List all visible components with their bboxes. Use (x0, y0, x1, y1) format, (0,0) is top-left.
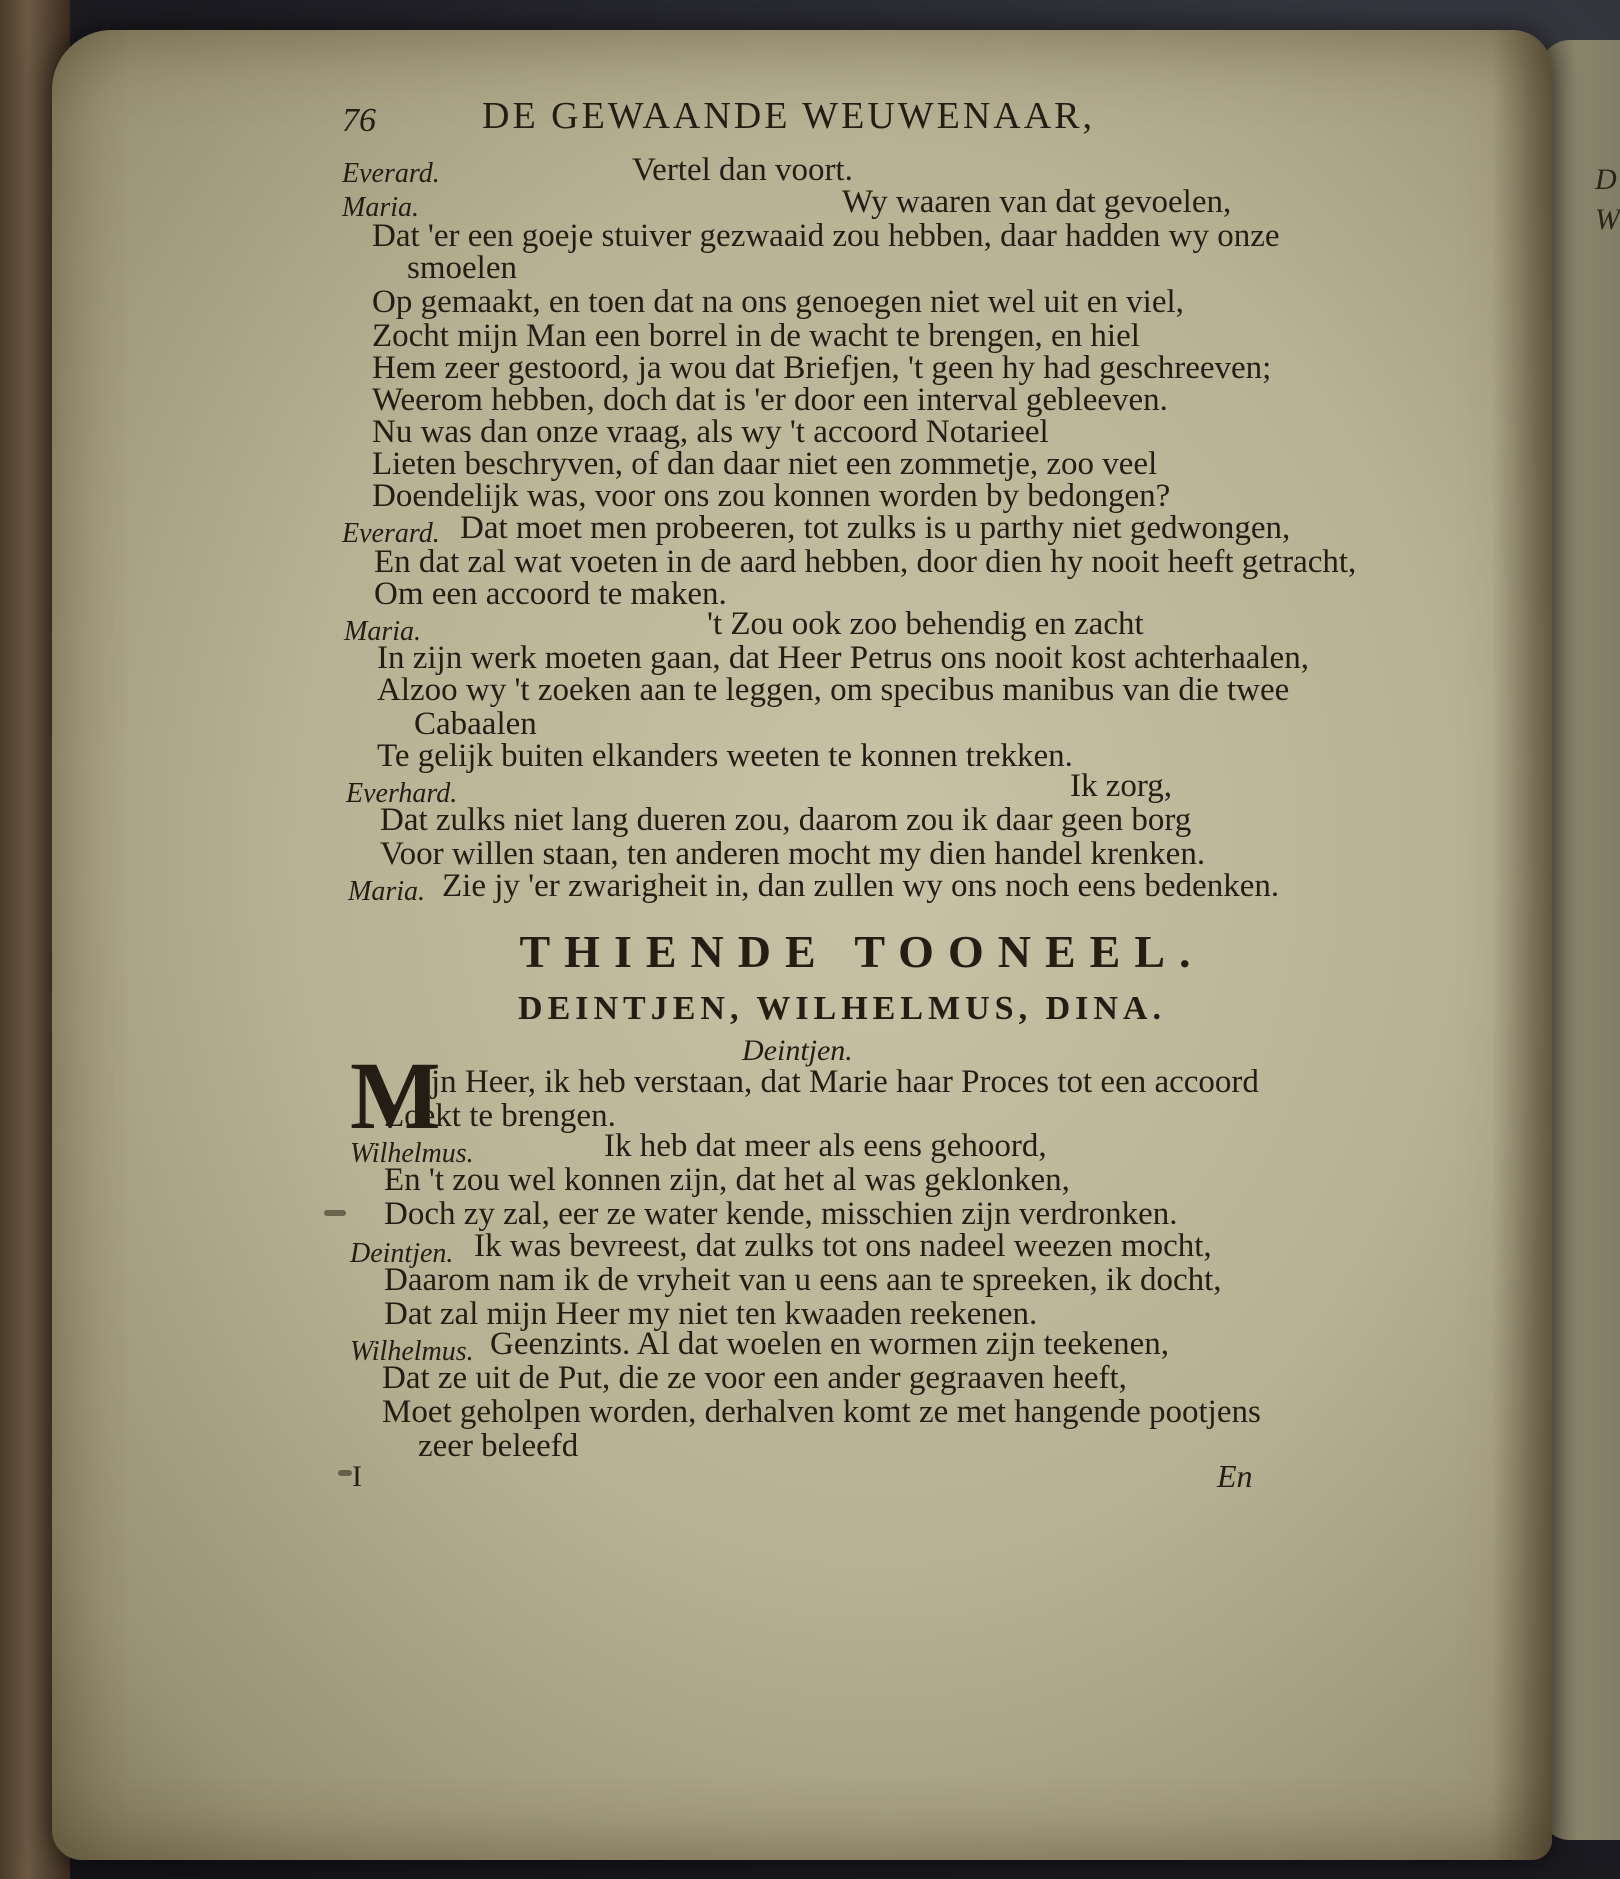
speaker-label: Maria. (342, 192, 419, 223)
verse-line: Ik zorg, (1070, 768, 1173, 804)
verse-line: Dat zulks niet lang dueren zou, daarom zou ik daar geen borg (380, 802, 1192, 838)
verse-line: smoelen (407, 250, 517, 286)
verse-line: Te gelijk buiten elkanders weeten te konnen trekken. (377, 738, 1073, 774)
verse-line: Weerom hebben, doch dat is 'er door een interval gebleeven. (372, 382, 1168, 418)
verse-line: Zocht mijn Man een borrel in de wacht te brengen, en hiel (372, 318, 1140, 354)
ink-smudge (324, 1210, 346, 1216)
verse-line: Cabaalen (414, 706, 537, 742)
speaker-label: Deintjen. (350, 1238, 454, 1269)
speaker-label: Everhard. (346, 778, 458, 809)
facing-page-letters (1595, 160, 1620, 240)
catchword: En (1217, 1458, 1253, 1494)
page-number: 76 (342, 102, 376, 139)
speaker-label: Everard. (342, 158, 440, 189)
speaker-label: Maria. (348, 876, 425, 907)
speaker-label: Everard. (342, 518, 440, 549)
drop-capital: M (350, 1042, 441, 1149)
verse-line: Voor willen staan, ten anderen mocht my dien handel krenken. (380, 836, 1206, 872)
verse-line: Geenzints. Al dat woelen en wormen zijn teekenen, (490, 1326, 1170, 1362)
verse-line: zeer beleefd (418, 1428, 579, 1464)
speaker-label: Wilhelmus. (350, 1138, 474, 1169)
speaker-label: Maria. (344, 616, 421, 647)
verse-line: 't Zou ook zoo behendig en zacht (707, 606, 1144, 642)
verse-line: Doendelijk was, voor ons zou konnen worden by bedongen? (372, 478, 1171, 514)
verse-line: Zoekt te brengen. (384, 1098, 616, 1134)
verse-line: Zie jy 'er zwarigheit in, dan zullen wy ons noch eens bedenken. (442, 868, 1280, 904)
ink-smudge (338, 1470, 352, 1476)
verse-line: Om een accoord te maken. (374, 576, 727, 612)
verse-line: Moet geholpen worden, derhalven komt ze met hangende pootjens (382, 1394, 1261, 1430)
verse-line: Dat 'er een goeje stuiver gezwaaid zou hebben, daar hadden wy onze (372, 218, 1280, 254)
running-title: DE GEWAANDE WEUWENAAR, (482, 95, 1096, 137)
cast-list: DEINTJEN, WILHELMUS, DINA. (518, 990, 1166, 1027)
speaker-label: Deintjen. (742, 1034, 853, 1067)
verse-line: Vertel dan voort. (632, 152, 853, 188)
facing-page-letter: D (1595, 163, 1617, 196)
verse-line: Daarom nam ik de vryheit van u eens aan te spreeken, ik docht, (384, 1262, 1222, 1298)
verse-line: En dat zal wat voeten in de aard hebben, door dien hy nooit heeft getracht, (374, 544, 1357, 580)
facing-page-letter: W (1595, 203, 1620, 236)
speaker-label: Wilhelmus. (350, 1336, 474, 1367)
verse-line: En 't zou wel konnen zijn, dat het al was geklonken, (384, 1162, 1070, 1198)
verse-line: Dat zal mijn Heer my niet ten kwaaden reekenen. (384, 1296, 1038, 1332)
verse-line: Alzoo wy 't zoeken aan te leggen, om specibus manibus van die twee (377, 672, 1290, 708)
verse-line: Ik heb dat meer als eens gehoord, (604, 1128, 1047, 1164)
book-page (52, 30, 1552, 1860)
verse-line: Doch zy zal, eer ze water kende, misschien zijn verdronken. (384, 1196, 1178, 1232)
verse-line: Hem zeer gestoord, ja wou dat Briefjen, 't geen hy had geschreeven; (372, 350, 1272, 386)
verse-line: Ik was bevreest, dat zulks tot ons nadeel weezen mocht, (474, 1228, 1212, 1264)
verse-line: Dat ze uit de Put, die ze voor een ander gegraaven heeft, (382, 1360, 1127, 1396)
verse-line: Op gemaakt, en toen dat na ons genoegen niet wel uit en viel, (372, 284, 1184, 320)
verse-line: Wy waaren van dat gevoelen, (842, 184, 1232, 220)
verse-line: In zijn werk moeten gaan, dat Heer Petrus ons nooit kost achterhaalen, (377, 640, 1309, 676)
verse-line: Dat moet men probeeren, tot zulks is u parthy niet gedwongen, (460, 510, 1291, 546)
signature-mark: I (352, 1460, 362, 1493)
scene-title: THIENDE TOONEEL. (519, 926, 1205, 977)
page-text (52, 30, 1552, 1860)
verse-line: Nu was dan onze vraag, als wy 't accoord Notarieel (372, 414, 1049, 450)
verse-line: Lieten beschryven, of dan daar niet een zommetje, zoo veel (372, 446, 1158, 482)
verse-line: Ijn Heer, ik heb verstaan, dat Marie haar Proces tot een accoord (420, 1064, 1259, 1100)
